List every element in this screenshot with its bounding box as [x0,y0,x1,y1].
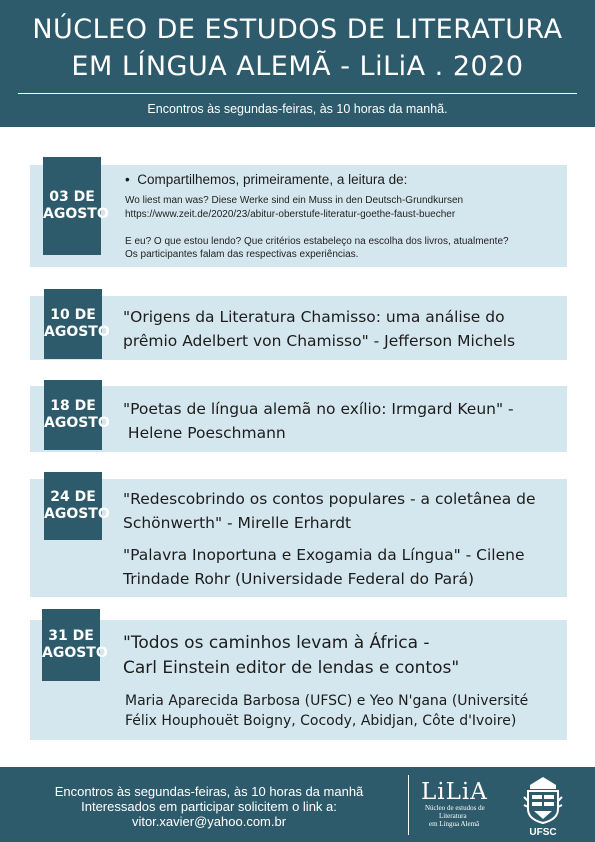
event-date-24-agosto [44,472,110,540]
date-month: AGOSTO [44,324,110,340]
event-date-03-agosto [43,157,109,255]
talk1-title-line1: "Redescobrindo os contos populares - a coletânea de [123,490,536,508]
date-month: AGOSTO [43,206,109,222]
talk-title-line1: "Origens da Literatura Chamisso: uma análise do [123,308,505,326]
talk2-title-line2: Trindade Rohr (Universidade Federal do Pará) [123,570,475,588]
talk-title-line1: "Todos os caminhos levam à África - [123,633,430,653]
footer-request-text: Interessados em participar solicitem o link a: [81,799,337,814]
header-banner [0,0,595,127]
speakers-line1: Maria Aparecida Barbosa (UFSC) e Yeo N'gana (Université [125,693,529,709]
talk-title-line2: Carl Einstein editor de lendas e contos" [123,658,460,678]
footer-divider [408,775,409,835]
reading-title: Wo liest man was? Diese Werke sind ein Muss in den Deutsch-Grundkursen [125,195,464,206]
date-day: 03 DE [49,189,95,205]
ufsc-crest-icon [520,775,566,837]
date-month: AGOSTO [44,506,110,522]
lilia-logo [421,780,499,828]
talk-title-line2: prêmio Adelbert von Chamisso" - Jefferson Michels [123,332,516,350]
date-day: 10 DE [50,307,96,323]
event-date-10-agosto [44,289,110,359]
header-divider [18,93,577,94]
ufsc-logo [520,775,566,837]
bullet-text: Compartilhemos, primeiramente, a leitura de: [137,172,408,187]
reading-link[interactable]: https://www.zeit.de/2020/23/abitur-oberstufe-literatur-goethe-faust-buecher [125,209,456,220]
footer-schedule: Encontros às segundas-feiras, às 10 horas da manhã [54,784,364,799]
lilia-logo-word: LiLiA [421,779,488,805]
date-month: AGOSTO [44,415,110,431]
event-date-31-agosto [42,609,108,681]
ufsc-label: UFSC [529,827,557,837]
lilia-logo-sub3: em Língua Alemã [429,820,480,828]
talk-speaker: Helene Poeschmann [123,424,286,442]
talk-title-line1: "Poetas de língua alemã no exílio: Irmgard Keun" - [123,400,514,418]
page-title-line2: EM LÍNGUA ALEMÃ - LiLiA . 2020 [71,51,524,82]
event-bullet-item [125,171,407,188]
footer-contact-email[interactable]: vitor.xavier@yahoo.com.br [131,814,287,829]
lilia-logo-sub2: Literatura [439,812,467,820]
date-day: 18 DE [50,398,96,414]
event-date-18-agosto [44,380,110,450]
question-text-line2: Os participantes falam das respectivas experiências. [125,249,359,260]
date-month: AGOSTO [42,645,108,661]
bullet-dot: • [125,172,130,187]
page-title-line1: NÚCLEO DE ESTUDOS DE LITERATURA [32,14,563,45]
speakers-line2: Félix Houphouët Boigny, Cocody, Abidjan, Côte d'Ivoire) [125,713,517,729]
lilia-logo-sub1: Núcleo de estudos de [425,804,485,812]
footer-info [20,784,398,829]
talk1-title-line2: Schönwerth" - Mirelle Erhardt [123,514,352,532]
header-subtitle: Encontros às segundas-feiras, às 10 horas da manhã. [147,102,448,116]
footer-banner [0,767,595,842]
question-text-line1: E eu? O que estou lendo? Que critérios estabeleço na escolha dos livros, atualmente? [125,236,509,247]
talk2-title-line1: "Palavra Inoportuna e Exogamia da Língua" - Cilene [123,546,525,564]
date-day: 31 DE [48,628,94,644]
date-day: 24 DE [50,489,96,505]
